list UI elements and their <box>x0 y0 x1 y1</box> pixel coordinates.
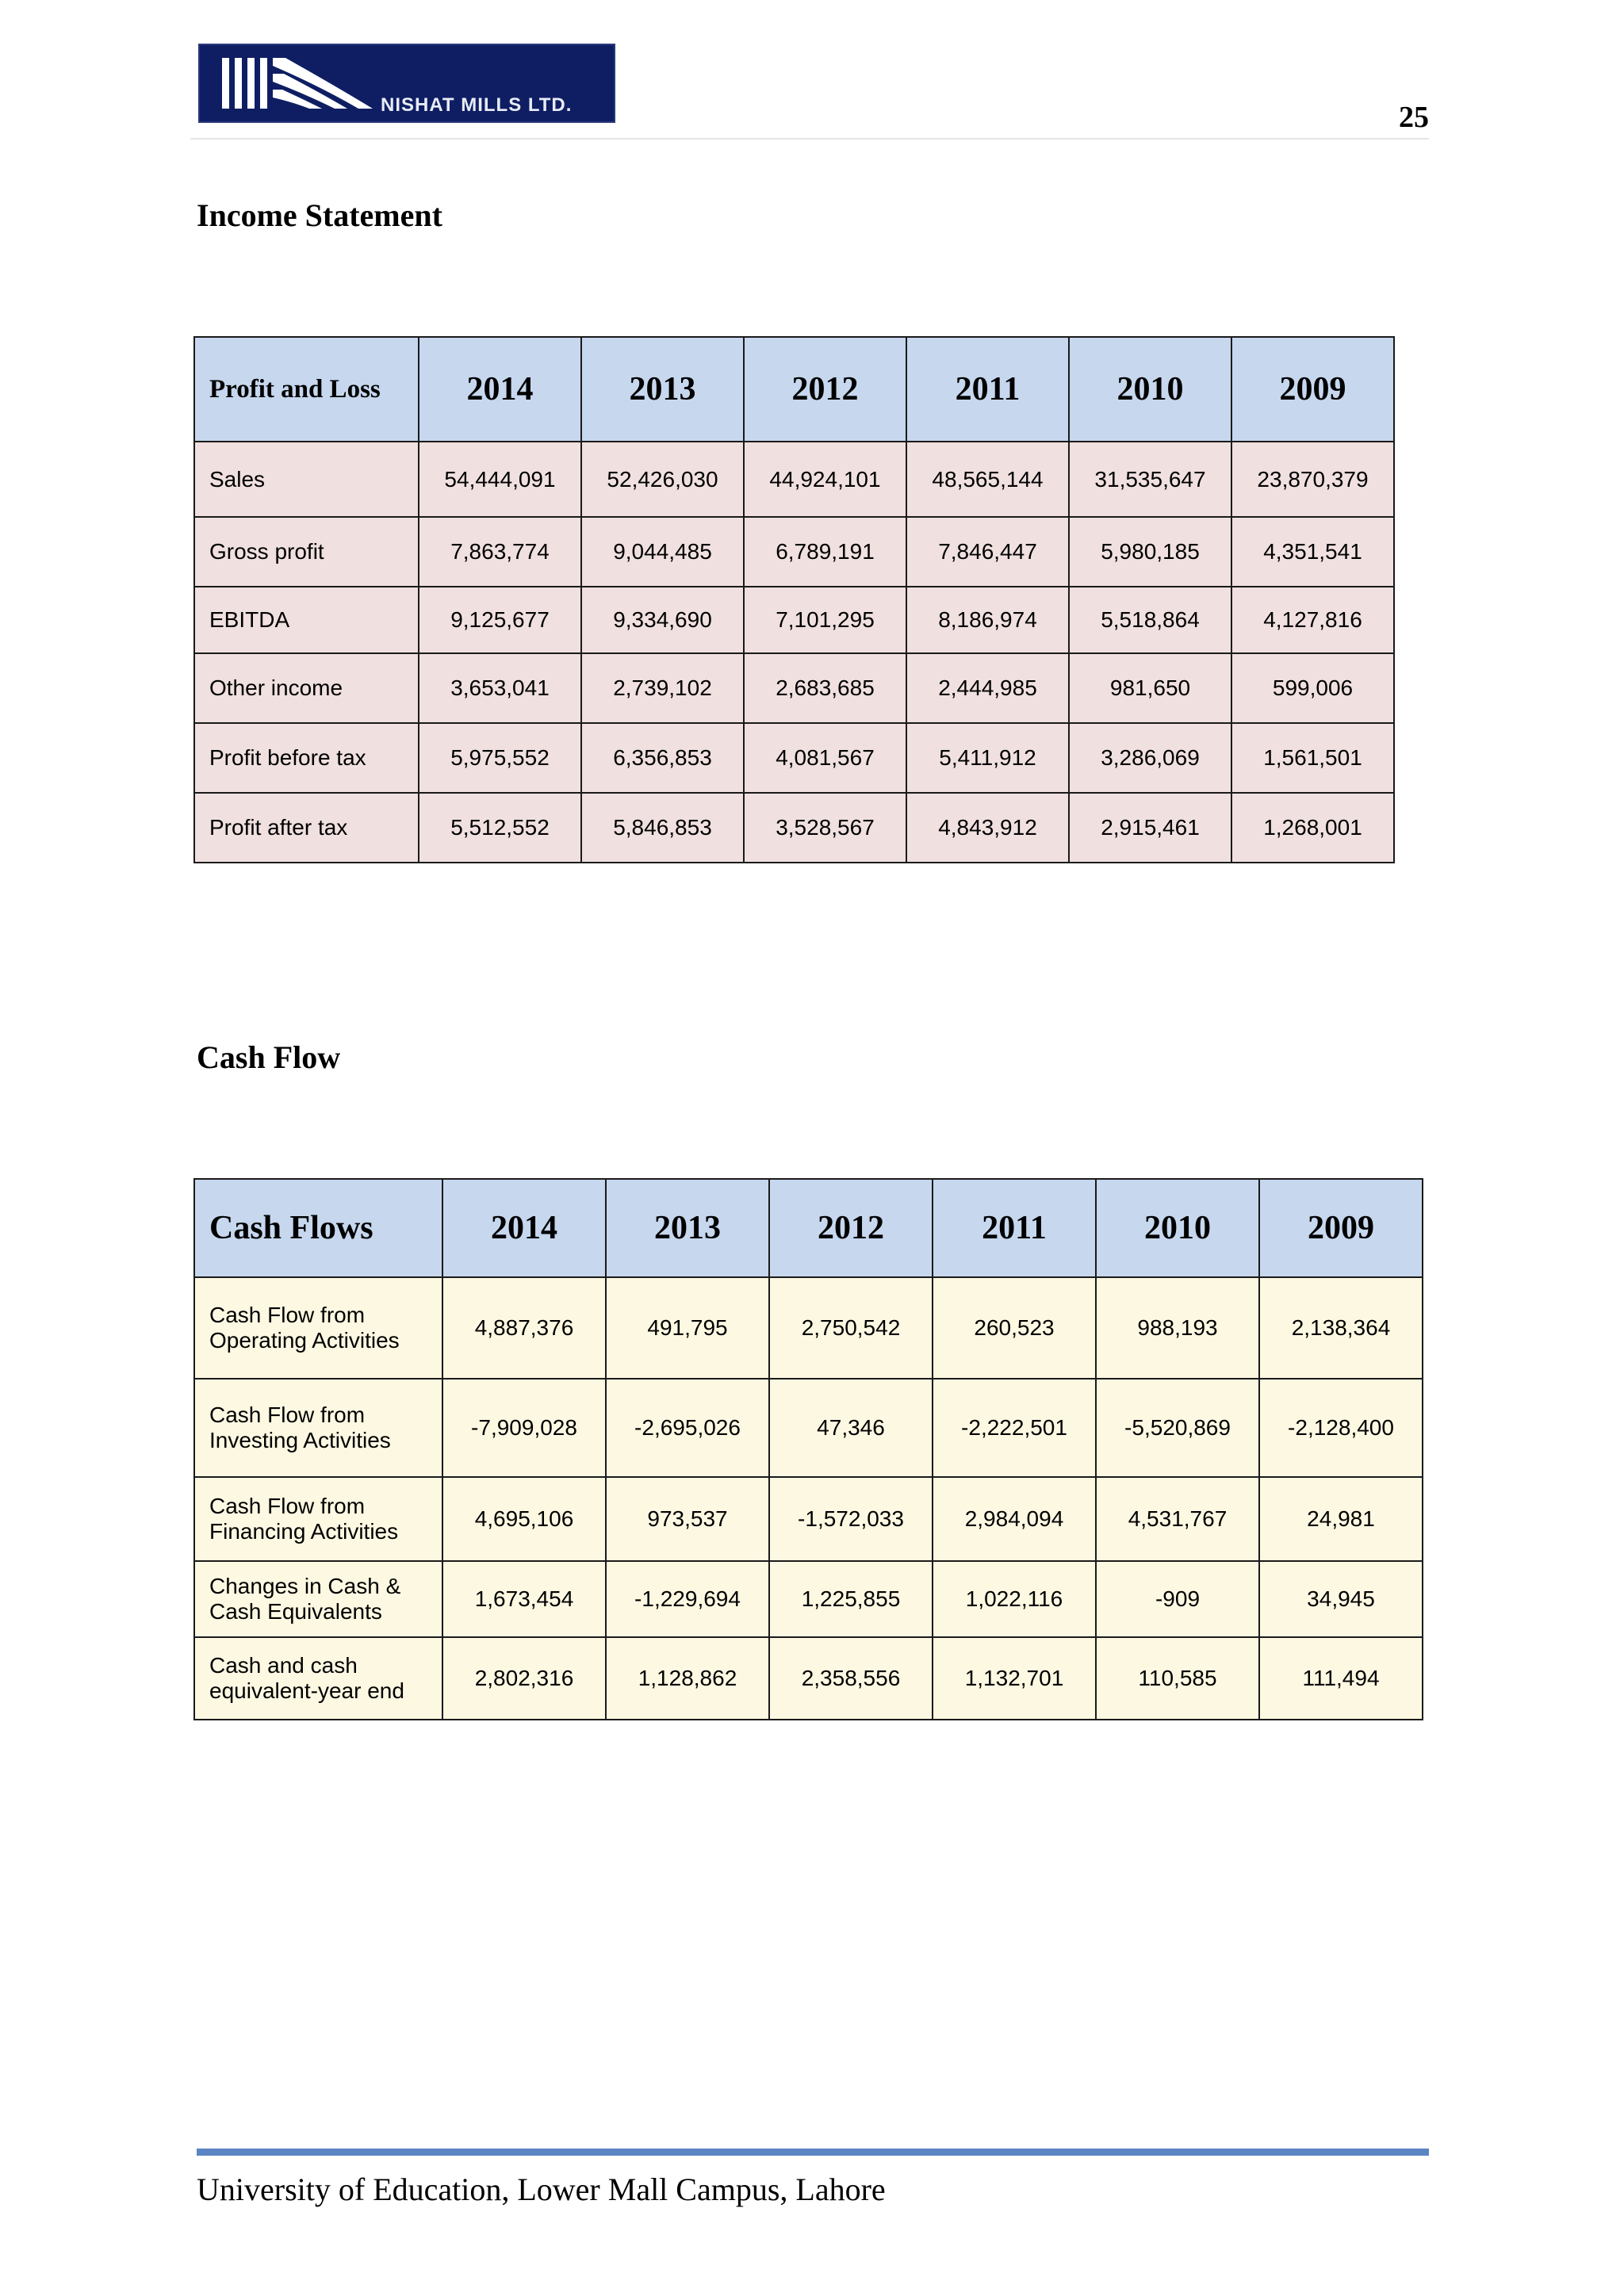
value-cell: 5,846,853 <box>581 793 744 863</box>
year-header-cell: 2012 <box>769 1179 933 1277</box>
value-cell: 5,518,864 <box>1069 587 1231 653</box>
row-label: Sales <box>194 442 419 517</box>
cash-flow-title: Cash Flow <box>197 1039 341 1075</box>
value-cell: 2,683,685 <box>744 653 906 723</box>
year-header-cell: 2014 <box>442 1179 606 1277</box>
value-cell: 34,945 <box>1259 1561 1423 1637</box>
value-cell: 260,523 <box>933 1277 1096 1379</box>
row-label-line2: Cash Equivalents <box>209 1599 382 1624</box>
year-header-cell: 2009 <box>1231 337 1394 442</box>
table-row <box>194 723 1394 793</box>
year-header-cell: 2014 <box>419 337 581 442</box>
row-label <box>194 1277 442 1379</box>
value-cell: 4,843,912 <box>906 793 1069 863</box>
row-label-line2: equivalent-year end <box>209 1678 404 1703</box>
row-label <box>194 1477 442 1561</box>
logo-text: NISHAT MILLS LTD. <box>381 94 573 116</box>
value-cell: 8,186,974 <box>906 587 1069 653</box>
value-cell: 1,022,116 <box>933 1561 1096 1637</box>
value-cell: -5,520,869 <box>1096 1379 1259 1477</box>
value-cell: -2,695,026 <box>606 1379 769 1477</box>
row-label: Profit before tax <box>194 723 419 793</box>
row-label <box>194 1561 442 1637</box>
year-header-cell: 2010 <box>1096 1179 1259 1277</box>
table-row <box>194 587 1394 653</box>
value-cell: 1,225,855 <box>769 1561 933 1637</box>
table-row <box>194 1379 1423 1477</box>
value-cell: -909 <box>1096 1561 1259 1637</box>
table-row <box>194 442 1394 517</box>
value-cell: 1,673,454 <box>442 1561 606 1637</box>
value-cell: 7,101,295 <box>744 587 906 653</box>
value-cell: -1,229,694 <box>606 1561 769 1637</box>
row-label <box>194 1379 442 1477</box>
value-cell: 4,351,541 <box>1231 517 1394 587</box>
value-cell: 981,650 <box>1069 653 1231 723</box>
value-cell: -2,128,400 <box>1259 1379 1423 1477</box>
row-label-line1: Cash Flow from <box>209 1402 366 1427</box>
value-cell: 2,984,094 <box>933 1477 1096 1561</box>
nishat-logo-mark-icon <box>217 55 376 113</box>
value-cell: 31,535,647 <box>1069 442 1231 517</box>
value-cell: 2,138,364 <box>1259 1277 1423 1379</box>
value-cell: 7,846,447 <box>906 517 1069 587</box>
page-number: 25 <box>1399 101 1429 134</box>
table-row <box>194 1277 1423 1379</box>
row-label-line1: Changes in Cash & <box>209 1574 401 1598</box>
year-header-cell: 2013 <box>581 337 744 442</box>
table-row <box>194 1637 1423 1720</box>
row-label-line2: Investing Activities <box>209 1428 391 1452</box>
row-label <box>194 1637 442 1720</box>
row-header-cell: Profit and Loss <box>194 337 419 442</box>
row-label: EBITDA <box>194 587 419 653</box>
value-cell: 6,356,853 <box>581 723 744 793</box>
row-label-line1: Cash and cash <box>209 1653 358 1678</box>
value-cell: -2,222,501 <box>933 1379 1096 1477</box>
value-cell: 48,565,144 <box>906 442 1069 517</box>
value-cell: 1,128,862 <box>606 1637 769 1720</box>
value-cell: 2,802,316 <box>442 1637 606 1720</box>
row-label: Gross profit <box>194 517 419 587</box>
value-cell: 111,494 <box>1259 1637 1423 1720</box>
value-cell: 5,512,552 <box>419 793 581 863</box>
value-cell: 5,980,185 <box>1069 517 1231 587</box>
row-label-line2: Operating Activities <box>209 1328 400 1353</box>
company-logo <box>198 44 615 123</box>
value-cell: 52,426,030 <box>581 442 744 517</box>
value-cell: 110,585 <box>1096 1637 1259 1720</box>
table-row <box>194 1477 1423 1561</box>
value-cell: 6,789,191 <box>744 517 906 587</box>
value-cell: 5,411,912 <box>906 723 1069 793</box>
value-cell: 44,924,101 <box>744 442 906 517</box>
header-divider <box>190 138 1429 140</box>
table-row <box>194 653 1394 723</box>
row-label-line2: Financing Activities <box>209 1519 399 1544</box>
value-cell: 7,863,774 <box>419 517 581 587</box>
table-header-row <box>194 337 1394 442</box>
value-cell: 9,334,690 <box>581 587 744 653</box>
value-cell: 1,268,001 <box>1231 793 1394 863</box>
value-cell: 2,739,102 <box>581 653 744 723</box>
value-cell: 4,127,816 <box>1231 587 1394 653</box>
value-cell: 1,561,501 <box>1231 723 1394 793</box>
value-cell: 599,006 <box>1231 653 1394 723</box>
row-label-line1: Cash Flow from <box>209 1303 366 1327</box>
value-cell: 4,081,567 <box>744 723 906 793</box>
value-cell: 9,044,485 <box>581 517 744 587</box>
value-cell: 2,358,556 <box>769 1637 933 1720</box>
income-statement-table <box>193 336 1395 863</box>
value-cell: 2,444,985 <box>906 653 1069 723</box>
value-cell: 4,531,767 <box>1096 1477 1259 1561</box>
value-cell: 47,346 <box>769 1379 933 1477</box>
table-row <box>194 517 1394 587</box>
value-cell: 54,444,091 <box>419 442 581 517</box>
value-cell: 23,870,379 <box>1231 442 1394 517</box>
value-cell: 5,975,552 <box>419 723 581 793</box>
value-cell: 988,193 <box>1096 1277 1259 1379</box>
year-header-cell: 2010 <box>1069 337 1231 442</box>
row-label-line1: Cash Flow from <box>209 1494 366 1518</box>
year-header-cell: 2011 <box>933 1179 1096 1277</box>
value-cell: 4,887,376 <box>442 1277 606 1379</box>
year-header-cell: 2012 <box>744 337 906 442</box>
year-header-cell: 2009 <box>1259 1179 1423 1277</box>
cash-flow-table <box>193 1178 1423 1720</box>
row-label: Other income <box>194 653 419 723</box>
value-cell: 973,537 <box>606 1477 769 1561</box>
table-row <box>194 793 1394 863</box>
year-header-cell: 2011 <box>906 337 1069 442</box>
table-header-row <box>194 1179 1423 1277</box>
value-cell: 4,695,106 <box>442 1477 606 1561</box>
value-cell: 3,528,567 <box>744 793 906 863</box>
value-cell: 1,132,701 <box>933 1637 1096 1720</box>
year-header-cell: 2013 <box>606 1179 769 1277</box>
row-label: Profit after tax <box>194 793 419 863</box>
table-row <box>194 1561 1423 1637</box>
value-cell: 24,981 <box>1259 1477 1423 1561</box>
footer-divider <box>197 2149 1429 2156</box>
footer-text: University of Education, Lower Mall Campus, Lahore <box>197 2172 886 2207</box>
value-cell: 2,750,542 <box>769 1277 933 1379</box>
income-statement-title: Income Statement <box>197 197 442 233</box>
value-cell: 3,653,041 <box>419 653 581 723</box>
value-cell: 491,795 <box>606 1277 769 1379</box>
value-cell: 3,286,069 <box>1069 723 1231 793</box>
value-cell: 2,915,461 <box>1069 793 1231 863</box>
value-cell: 9,125,677 <box>419 587 581 653</box>
value-cell: -1,572,033 <box>769 1477 933 1561</box>
row-header-cell: Cash Flows <box>194 1179 442 1277</box>
value-cell: -7,909,028 <box>442 1379 606 1477</box>
